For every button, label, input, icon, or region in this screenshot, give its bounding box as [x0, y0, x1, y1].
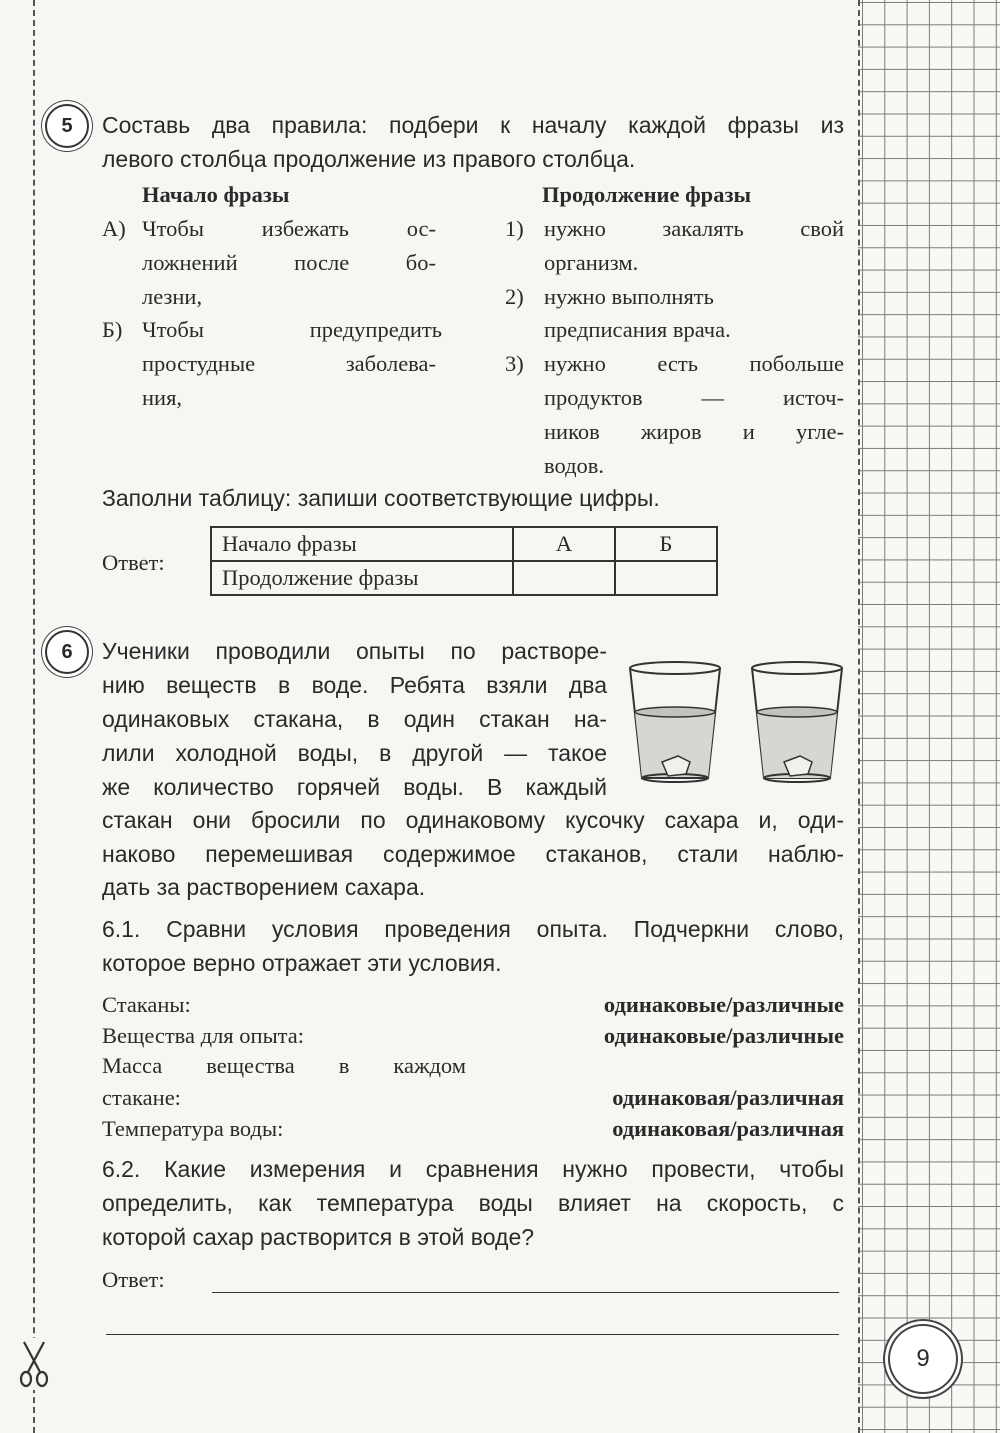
condition-options-substances[interactable]: одинаковые/различные	[603, 1023, 844, 1048]
right-item-2-line2: предписания врача.	[544, 317, 731, 342]
task-5-intro-line2: левого столбца продолжение из правого столбца.	[102, 146, 636, 172]
task-6-text-line8: дать за растворением сахара.	[102, 874, 426, 900]
condition-label-substances: Вещества для опыта:	[102, 1023, 305, 1048]
condition-label-glasses: Стаканы:	[102, 992, 191, 1017]
task-6-text-line7: наково перемешивая содержимое стаканов, стали наблю-	[102, 841, 844, 867]
right-item-3-line1: нужно есть побольше	[544, 351, 844, 376]
table-row	[211, 527, 717, 561]
left-column-header: Начало фразы	[142, 182, 290, 207]
table-col-b: Б	[615, 527, 717, 561]
table-col-a: А	[513, 527, 615, 561]
scissors-icon	[16, 1338, 52, 1390]
task-6-text-line6: стакан они бросили по одинаковому кусочку сахара и, оди-	[102, 807, 844, 833]
condition-options-glasses[interactable]: одинаковые/различные	[603, 992, 844, 1017]
right-item-1-line2: организм.	[544, 250, 639, 275]
cold-water-glass	[630, 662, 720, 782]
task-6-text-line4: лили холодной воды, в другой — такое	[102, 740, 607, 766]
left-item-b-line3: ния,	[142, 385, 183, 410]
question-6-2-line3: которой сахар растворится в этой воде?	[102, 1224, 535, 1250]
right-item-3-line3: ников жиров и угле-	[544, 419, 844, 444]
task-6-number: 6	[45, 630, 89, 674]
task-6-answer-label: Ответ:	[102, 1267, 165, 1292]
left-item-b-line2: простудные заболева-	[142, 351, 436, 376]
right-item-2-line1: нужно выполнять	[544, 284, 714, 309]
answer-line-2[interactable]	[106, 1334, 839, 1335]
right-item-2-marker: 2)	[505, 284, 524, 309]
answer-cell-b[interactable]	[615, 561, 717, 595]
right-item-1-line1: нужно закалять свой	[544, 216, 844, 241]
grid-margin	[858, 0, 1000, 1433]
left-item-a-line3: лезни,	[142, 284, 203, 309]
table-row1-label: Начало фразы	[211, 527, 513, 561]
answer-line-1[interactable]	[212, 1292, 839, 1293]
task-6-text-line2: нию веществ в воде. Ребята взяли два	[102, 672, 607, 698]
task-6-text-line3: одинаковых стакана, в один стакан на-	[102, 706, 607, 732]
left-item-a-line1: Чтобы избежать ос-	[142, 216, 436, 241]
condition-label-mass-line1: Масса вещества в каждом	[102, 1053, 466, 1078]
right-item-1-marker: 1)	[505, 216, 524, 241]
task-6-text-line1: Ученики проводили опыты по растворе-	[102, 638, 607, 664]
left-item-b-line1: Чтобы предупредить	[142, 317, 442, 342]
condition-label-mass-line2: стакане:	[102, 1085, 181, 1110]
condition-options-temperature[interactable]: одинаковая/различная	[612, 1116, 844, 1141]
question-6-2-line2: определить, как температура воды влияет на скорость, с	[102, 1190, 844, 1216]
hot-water-glass	[752, 662, 842, 782]
left-item-b-marker: Б)	[102, 317, 123, 342]
condition-label-temperature: Температура воды:	[102, 1116, 284, 1141]
task-5-number: 5	[45, 104, 89, 148]
question-6-1-line2: которое верно отражает эти условия.	[102, 950, 502, 976]
cut-line	[33, 0, 35, 1433]
question-6-1-line1: 6.1. Сравни условия проведения опыта. Подчеркни слово,	[102, 916, 844, 942]
task-5-answer-label: Ответ:	[102, 550, 165, 575]
right-column-header: Продолжение фразы	[542, 182, 752, 207]
question-6-2-line1: 6.2. Какие измерения и сравнения нужно провести, чтобы	[102, 1156, 844, 1182]
table-row2-label: Продолжение фразы	[211, 561, 513, 595]
table-row	[211, 561, 717, 595]
answer-table	[210, 526, 718, 596]
left-item-a-marker: А)	[102, 216, 126, 241]
task-6-text-line5: же количество горячей воды. В каждый	[102, 774, 607, 800]
task-5-intro-line1: Составь два правила: подбери к началу каждой фразы из	[102, 112, 844, 138]
glasses-illustration	[620, 650, 855, 790]
answer-cell-a[interactable]	[513, 561, 615, 595]
right-item-3-line2: продуктов — источ-	[544, 385, 844, 410]
page-number: 9	[890, 1326, 956, 1392]
right-item-3-line4: водов.	[544, 453, 605, 478]
condition-options-mass[interactable]: одинаковая/различная	[612, 1085, 844, 1110]
right-item-3-marker: 3)	[505, 351, 524, 376]
fill-instruction: Заполни таблицу: запиши соответствующие цифры.	[102, 485, 660, 511]
left-item-a-line2: ложнений после бо-	[142, 250, 436, 275]
